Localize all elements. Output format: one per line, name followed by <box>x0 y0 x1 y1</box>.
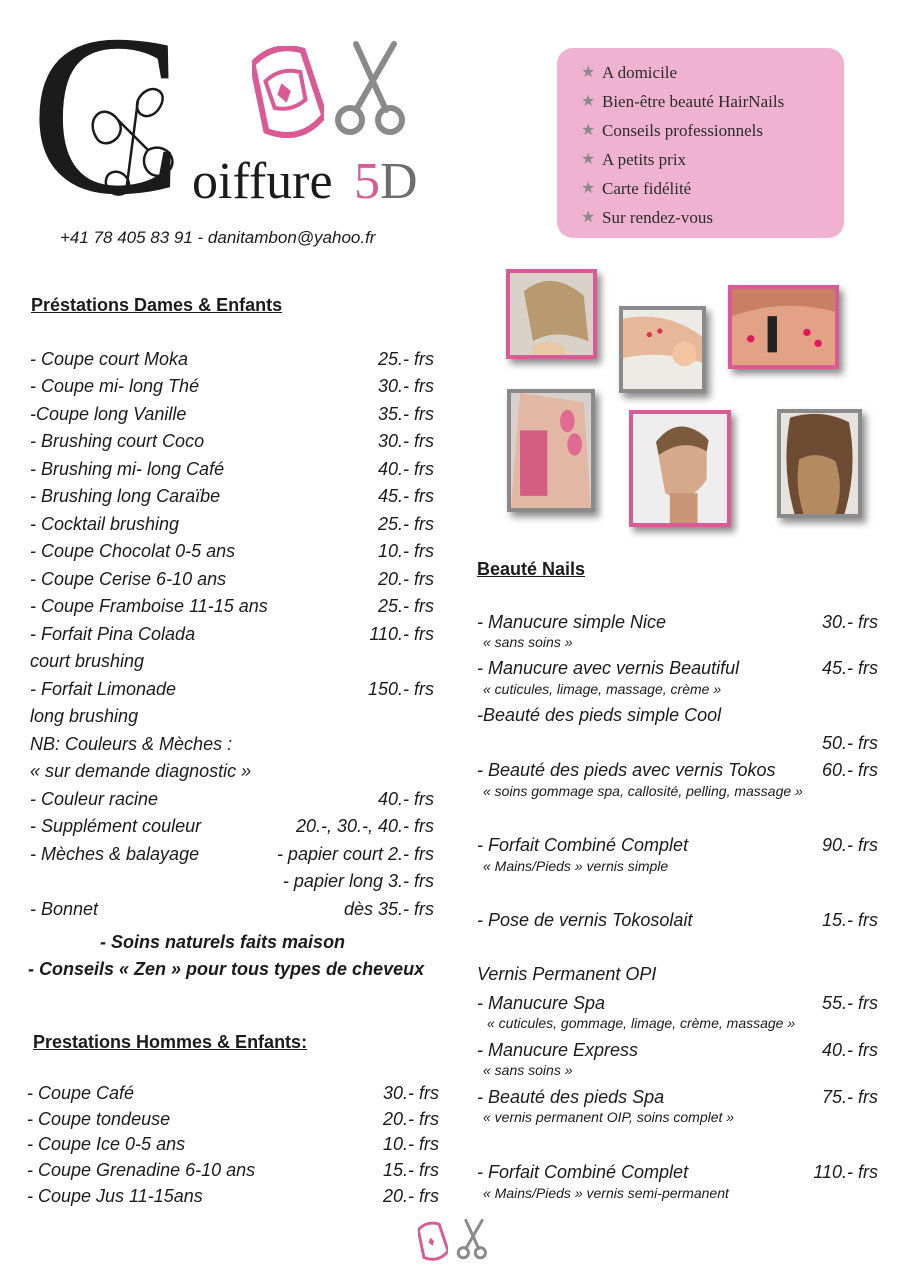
star-icon: ★ <box>581 63 596 81</box>
dames-service-label: - Forfait Pina Colada <box>30 624 196 644</box>
dames-service-label: « sur demande diagnostic » <box>30 761 252 781</box>
hommes-service-label: - Coupe Jus 11-15ans <box>27 1186 203 1206</box>
opi-service-note: « sans soins » <box>483 1062 573 1078</box>
hommes-service-label: - Coupe Grenadine 6-10 ans <box>27 1160 256 1180</box>
foot-pedicure-photo <box>619 306 706 393</box>
brand-word: oiffure <box>192 153 333 210</box>
opi-service-label: - Beauté des pieds Spa <box>477 1087 665 1107</box>
dames-service-price: 35.- frs <box>377 404 434 424</box>
feature-label: Sur rendez-vous <box>602 207 713 227</box>
star-icon: ★ <box>581 150 596 168</box>
dames-extra-soins: - Soins naturels faits maison <box>100 932 346 952</box>
nails-section-title: Beauté Nails <box>477 559 586 579</box>
dames-service-label: - Cocktail brushing <box>30 514 180 534</box>
brand-name <box>192 152 418 211</box>
opi-service-note: « vernis permanent OIP, soins complet » <box>483 1109 735 1125</box>
nails-service-price: 30.- frs <box>821 612 878 632</box>
hommes-service-price: 20.- frs <box>382 1109 439 1129</box>
opi-section-title: Vernis Permanent OPI <box>477 964 657 984</box>
nails-service-price: 50.- frs <box>821 733 878 753</box>
nail-icon <box>252 46 324 146</box>
star-icon: ★ <box>581 179 596 197</box>
dames-service-label: - Coupe Cerise 6-10 ans <box>30 569 227 589</box>
opi-service-note: « Mains/Pieds » vernis semi-permanent <box>483 1185 729 1201</box>
hommes-service-price: 15.- frs <box>382 1160 439 1180</box>
nails-service-note: « soins gommage spa, callosité, pelling, massage » <box>483 783 803 799</box>
feature-item <box>581 145 844 174</box>
nails-service-label: - Forfait Combiné Complet <box>477 835 689 855</box>
bob-haircut-photo <box>506 269 597 359</box>
nails-service-price: 15.- frs <box>821 910 878 930</box>
nails-service-label: - Pose de vernis Tokosolait <box>477 910 693 930</box>
star-icon: ★ <box>581 121 596 139</box>
opi-service-price: 110.- frs <box>813 1162 878 1182</box>
feature-label: Conseils professionnels <box>602 120 764 140</box>
dames-service-label: - Coupe mi- long Thé <box>30 376 200 396</box>
nails-service-label: - Manucure avec vernis Beautiful <box>477 658 740 678</box>
dames-service-price: 20.-, 30.-, 40.- frs <box>295 816 434 836</box>
dames-service-label: long brushing <box>30 706 139 726</box>
logo-initial: C <box>30 0 184 242</box>
opi-service-price: 40.- frs <box>821 1040 878 1060</box>
dames-service-price: 30.- frs <box>377 431 434 451</box>
dames-section-title: Préstations Dames & Enfants <box>31 295 283 315</box>
brand-letter: D <box>380 153 418 210</box>
hommes-service-price: 10.- frs <box>382 1134 439 1154</box>
dames-service-price: 30.- frs <box>377 376 434 396</box>
nails-service-note: « sans soins » <box>483 634 573 650</box>
footer-scissors-icon <box>454 1218 488 1262</box>
opi-service-label: - Forfait Combiné Complet <box>477 1162 689 1182</box>
dames-service-price: 40.- frs <box>377 459 434 479</box>
dames-service-label: - Supplément couleur <box>30 816 202 836</box>
nails-service-note: « cuticules, limage, massage, crème » <box>483 681 722 697</box>
opi-service-note: « cuticules, gommage, limage, crème, massage » <box>487 1015 796 1031</box>
dames-service-price: 25.- frs <box>377 349 434 369</box>
dames-service-label: - Forfait Limonade <box>30 679 177 699</box>
feature-item <box>581 87 844 116</box>
feature-label: A petits prix <box>602 149 687 169</box>
dames-service-label: - Bonnet <box>30 899 99 919</box>
nails-service-note: « Mains/Pieds » vernis simple <box>483 858 669 874</box>
hands-manicure-photo <box>728 285 839 369</box>
dames-service-label: - Coupe court Moka <box>30 349 189 369</box>
men-haircut-photo <box>629 410 731 527</box>
dames-service-label: - Brushing long Caraïbe <box>30 486 221 506</box>
feature-label: Bien-être beauté HairNails <box>602 91 785 111</box>
nails-service-price: 60.- frs <box>821 760 878 780</box>
dames-service-price: - papier long 3.- frs <box>282 871 434 891</box>
nails-service-label: - Beauté des pieds avec vernis Tokos <box>477 760 776 780</box>
dames-service-label: - Couleur racine <box>30 789 159 809</box>
dames-service-price: 20.- frs <box>377 569 434 589</box>
opi-service-price: 75.- frs <box>821 1087 878 1107</box>
opi-service-label: - Manucure Spa <box>477 993 606 1013</box>
dames-service-label: -Coupe long Vanille <box>30 404 187 424</box>
dames-service-price: 25.- frs <box>377 596 434 616</box>
hommes-service-label: - Coupe tondeuse <box>27 1109 171 1129</box>
dames-service-price: 150.- frs <box>367 679 434 699</box>
feature-label: Carte fidélité <box>602 178 692 198</box>
dames-service-label: - Mèches & balayage <box>30 844 200 864</box>
contact-line: +41 78 405 83 91 - danitambon@yahoo.fr <box>60 228 376 247</box>
feature-item <box>581 58 844 87</box>
dames-service-label: - Coupe Framboise 11-15 ans <box>30 596 268 616</box>
star-icon: ★ <box>581 92 596 110</box>
opi-service-label: - Manucure Express <box>477 1040 639 1060</box>
scissors-icon <box>328 40 408 140</box>
nail-polish-photo <box>507 389 595 512</box>
hommes-service-label: - Coupe Ice 0-5 ans <box>27 1134 186 1154</box>
dames-service-price: 45.- frs <box>377 486 434 506</box>
hommes-service-price: 30.- frs <box>382 1083 439 1103</box>
nails-service-price: 45.- frs <box>821 658 878 678</box>
dames-service-price: dès 35.- frs <box>343 899 434 919</box>
brand-number: 5 <box>354 153 381 210</box>
features-box <box>557 48 844 238</box>
feature-item <box>581 203 844 232</box>
hommes-service-price: 20.- frs <box>382 1186 439 1206</box>
dames-service-label: NB: Couleurs & Mèches : <box>30 734 233 754</box>
dames-service-label: - Brushing mi- long Café <box>30 459 225 479</box>
opi-service-price: 55.- frs <box>821 993 878 1013</box>
feature-item <box>581 174 844 203</box>
dames-service-price: 25.- frs <box>377 514 434 534</box>
dames-service-label: - Coupe Chocolat 0-5 ans <box>30 541 236 561</box>
footer-nail-icon <box>418 1220 448 1266</box>
dames-extra-conseils: - Conseils « Zen » pour tous types de cheveux <box>28 959 425 979</box>
dames-service-label: - Brushing court Coco <box>30 431 205 451</box>
dames-service-price: 10.- frs <box>377 541 434 561</box>
feature-item <box>581 116 844 145</box>
nails-service-price: 90.- frs <box>821 835 878 855</box>
ornament-icon <box>78 80 198 210</box>
hommes-service-label: - Coupe Café <box>27 1083 135 1103</box>
nails-service-label: -Beauté des pieds simple Cool <box>477 705 722 725</box>
dames-service-price: 110.- frs <box>369 624 434 644</box>
star-icon: ★ <box>581 208 596 226</box>
long-curly-hair-photo <box>777 409 862 518</box>
hommes-section-title: Prestations Hommes & Enfants: <box>33 1032 308 1052</box>
feature-label: A domicile <box>602 62 678 82</box>
dames-service-label: court brushing <box>30 651 145 671</box>
dames-service-price: 40.- frs <box>377 789 434 809</box>
dames-service-price: - papier court 2.- frs <box>276 844 434 864</box>
nails-service-label: - Manucure simple Nice <box>477 612 667 632</box>
